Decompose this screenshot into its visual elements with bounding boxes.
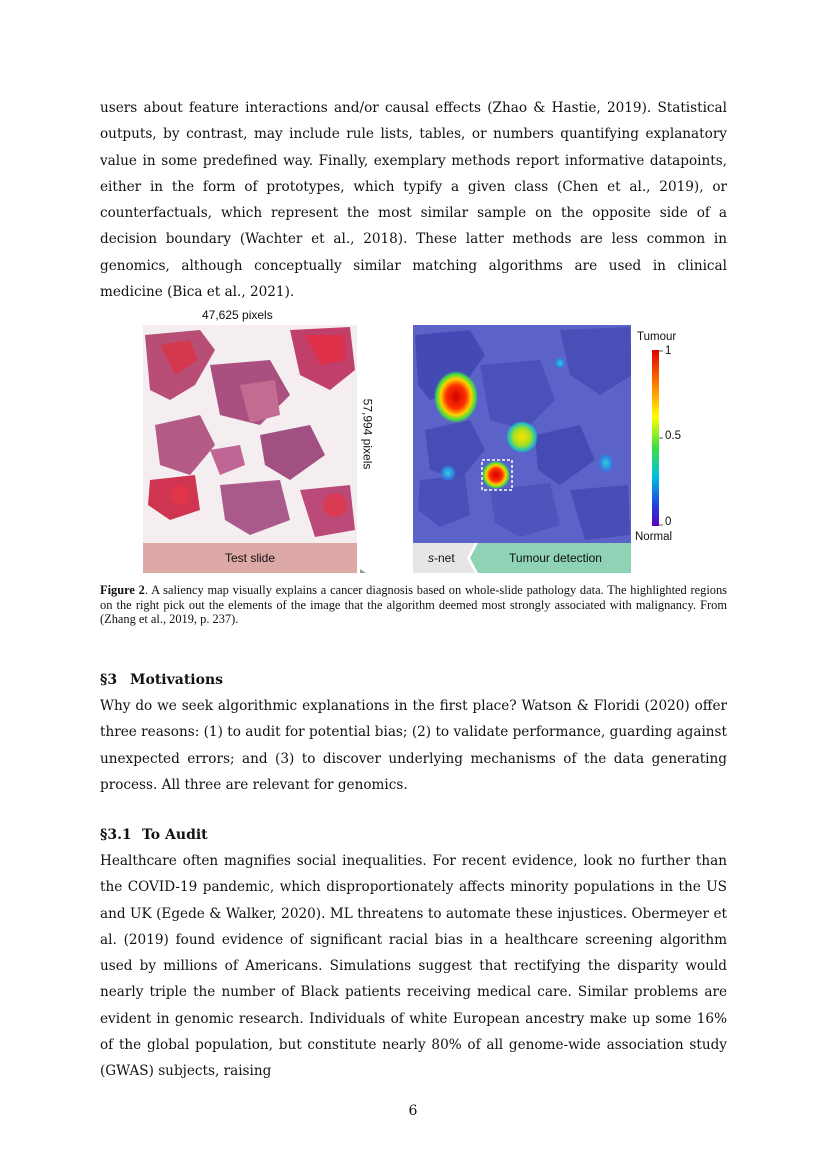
figure-2: [140, 305, 680, 575]
intro-block: [100, 95, 727, 305]
section-3-1-paragraph: Healthcare often magnifies social inequalities. For recent evidence, look no further than the COVID-19 pandemic, which disproportionately affects minority populations in the US and UK (Egede & Walker, 2020). ML threatens to automate these injustices. Obermeyer et al. (2019) found evidence of significant racial bias in a healthcare screening algorithm used by millions of Americans. Simulations suggest that rectifying the disparity would nearly triple the number of Black patients receiving medical care. Similar problems are evident in genomic research. Individuals of white European ancestry make up some 16% of the global population, but constitute nearly 80% of all genome-wide association study (GWAS) subjects, raising: [100, 853, 727, 1080]
section-3-paragraph: Why do we seek algorithmic explanations in the first place? Watson & Floridi (2020) offer three reasons: (1) to audit for potential bias; (2) to validate performance, guarding against unexpected errors; and (3) to discover underlying mechanisms of the data generating process. All three are relevant for genomics.: [100, 698, 727, 793]
intro-paragraph: users about feature interactions and/or causal effects (Zhao & Hastie, 2019). Statistical outputs, by contrast, may include rule lists, tables, or numbers quantifying explanatory value in some predefined way. Finally, exemplary methods report informative datapoints, either in the form of prototypes, which typify a given class (Chen et al., 2019), or counterfactuals, which represent the most similar sample on the opposite side of a decision boundary (Wachter et al., 2018). These latter methods are less common in genomics, although conceptually similar matching algorithms are used in clinical medicine (Bica et al., 2021).: [100, 100, 727, 301]
colorbar-tick-05: 0.5: [665, 430, 681, 442]
snet-rest: -net: [434, 551, 455, 565]
snet-label: [428, 551, 455, 565]
colorbar-bottom-label: Normal: [635, 531, 673, 543]
section-3: [100, 667, 727, 798]
snet-italic: s: [428, 551, 434, 565]
colorbar: [652, 350, 659, 526]
page-number: 6: [408, 1103, 418, 1119]
section-3-1-title: To Audit: [142, 827, 208, 843]
caption-text: . A saliency map visually explains a cancer diagnosis based on whole-slide pathology data. The highlighted regions on the right pick out the elements of the image that the algorithm deemed most strongly associated with malignancy. From (Zhang et al., 2019, p. 237).: [100, 583, 728, 626]
figure-top-label: 47,625 pixels: [202, 308, 273, 322]
test-slide-label: Test slide: [224, 551, 276, 565]
section-3-number: §3: [100, 672, 118, 688]
section-3-1-heading: [100, 822, 727, 848]
section-3-1-number: §3.1: [100, 827, 132, 843]
section-3-1: [100, 822, 727, 1085]
colorbar-top-label: Tumour: [637, 331, 677, 343]
colorbar-tick-1: 1: [665, 345, 672, 357]
colorbar-tick-0: 0: [665, 516, 672, 528]
figure-caption: [100, 583, 727, 627]
caption-label: Figure 2: [100, 583, 145, 597]
section-3-heading: [100, 667, 727, 693]
tumour-detection-label: Tumour detection: [509, 551, 602, 565]
figure-side-label: 57,994 pixels: [360, 398, 375, 470]
section-3-title: Motivations: [130, 672, 224, 688]
figure-graphic: [140, 305, 680, 575]
